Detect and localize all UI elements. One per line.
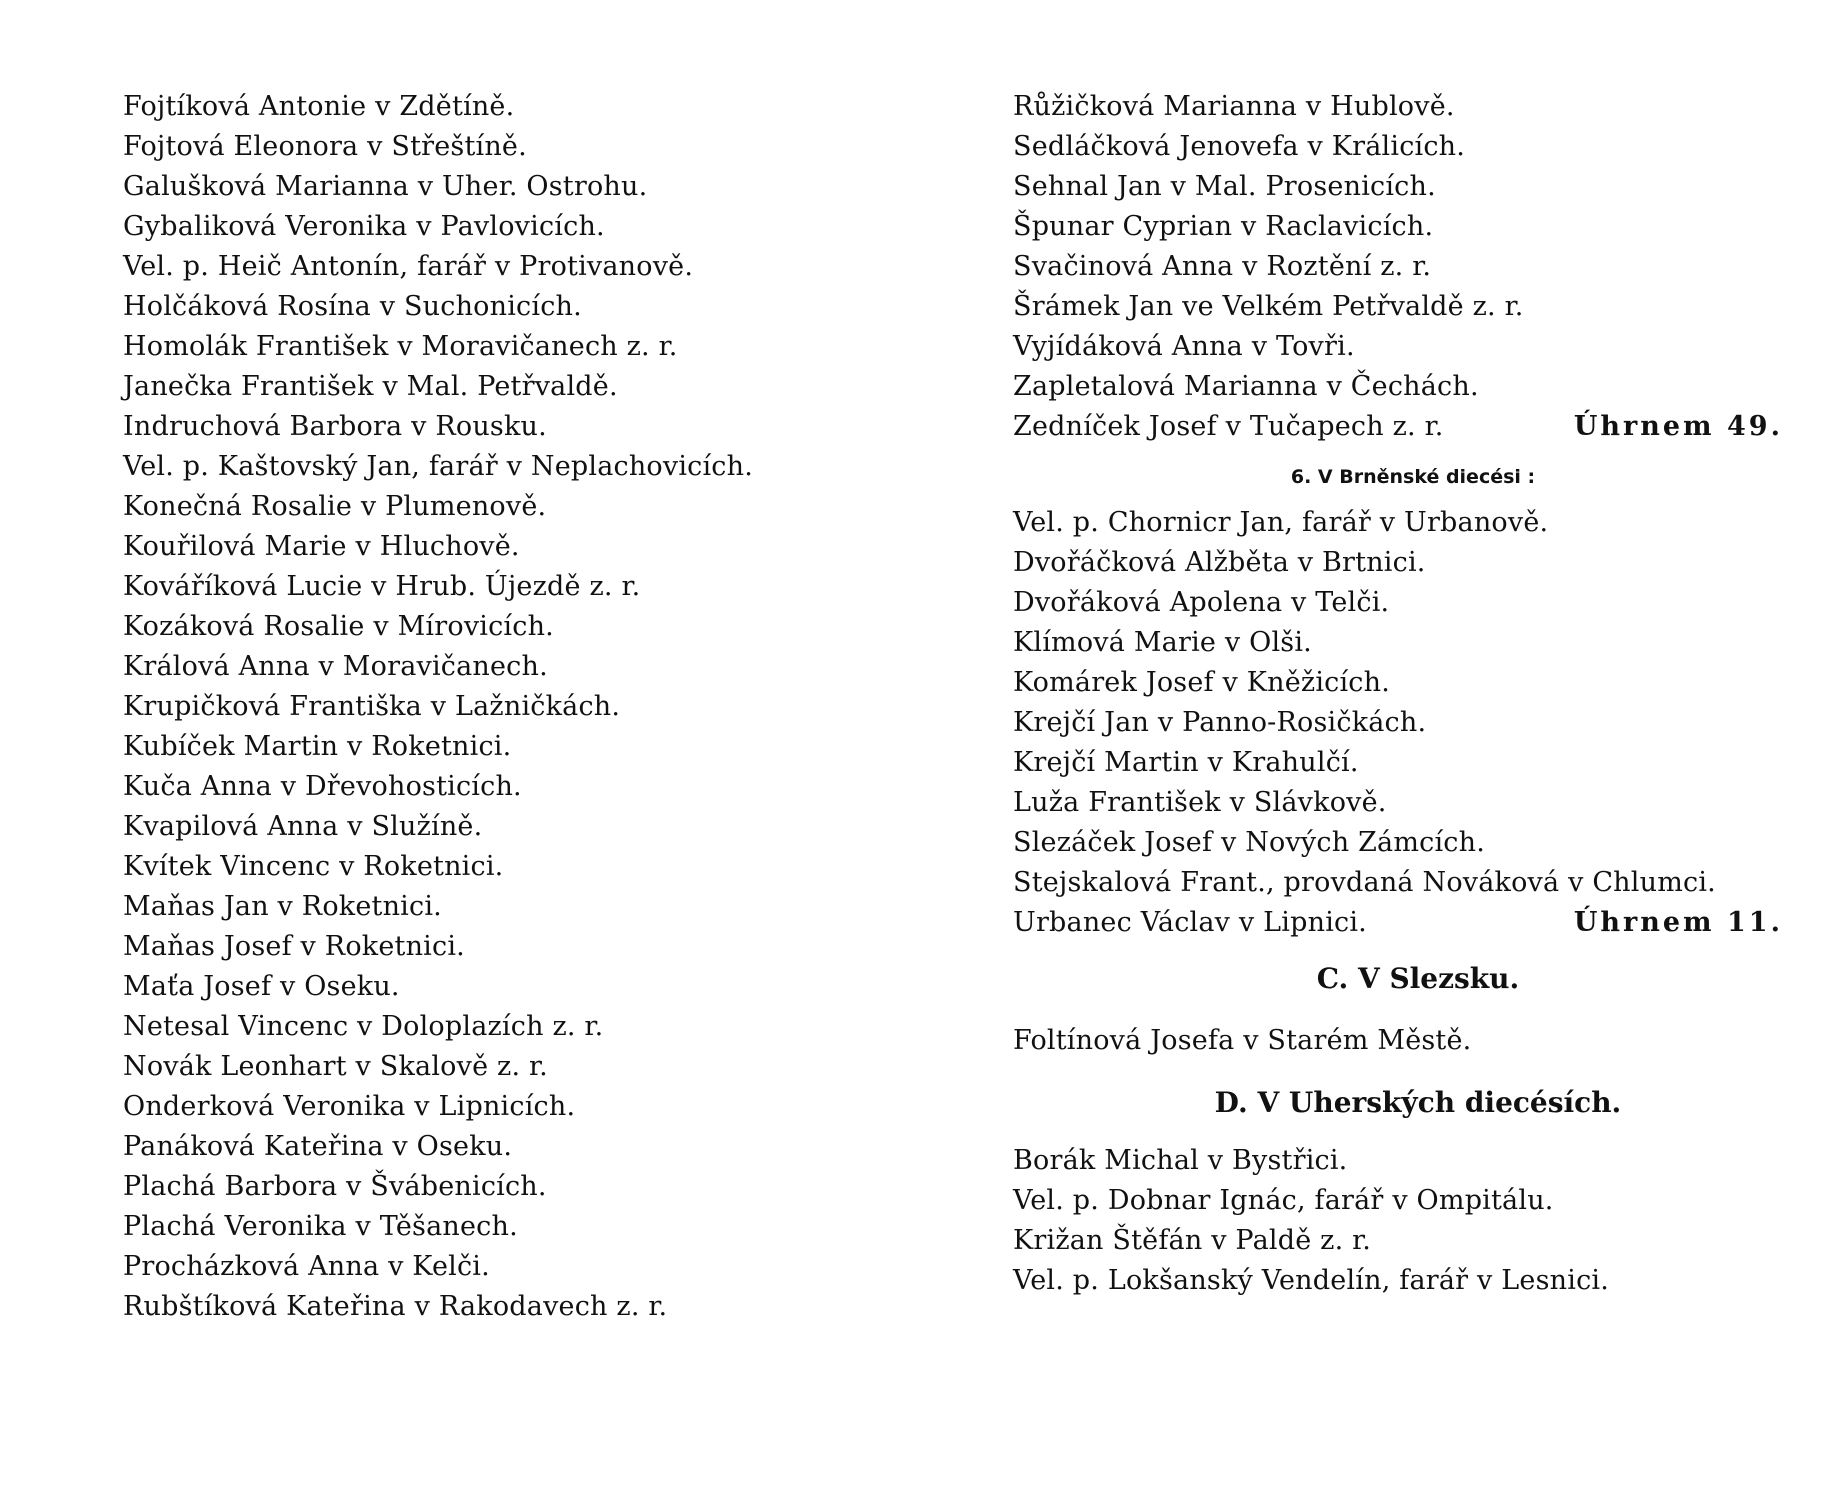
list-item: Dvořáková Apolena v Telči.	[1013, 587, 1390, 618]
list-item: Zapletalová Marianna v Čechách.	[1013, 371, 1479, 402]
list-item: Sedláčková Jenovefa v Králicích.	[1013, 131, 1466, 162]
list-item-text: Zedníček Josef v Tučapech z. r.	[1013, 411, 1444, 442]
total-count: Úhrnem 49.	[1573, 411, 1783, 442]
list-item: Plachá Veronika v Těšanech.	[123, 1211, 518, 1242]
list-item: Vel. p. Heič Antonín, farář v Protivanově.	[123, 251, 694, 282]
list-item: Krejčí Martin v Krahulčí.	[1013, 747, 1359, 778]
list-item: Kubíček Martin v Roketnici.	[123, 731, 512, 762]
list-item: Vel. p. Dobnar Ignác, farář v Ompitálu.	[1013, 1185, 1554, 1216]
section-subheading-brno: 6. V Brněnské diecési :	[1290, 466, 1536, 488]
list-item: Vyjídáková Anna v Tovři.	[1013, 331, 1355, 362]
list-item: Vel. p. Kaštovský Jan, farář v Neplachovicích.	[123, 451, 754, 482]
list-item: Klímová Marie v Olši.	[1013, 627, 1312, 658]
list-item: Maňas Josef v Roketnici.	[123, 931, 465, 962]
list-item: Vel. p. Chornicr Jan, farář v Urbanově.	[1013, 507, 1549, 538]
list-item: Růžičková Marianna v Hublově.	[1013, 91, 1455, 122]
list-item: Janečka František v Mal. Petřvaldě.	[123, 371, 618, 402]
list-item-with-total	[1013, 903, 1783, 943]
list-item: Gybaliková Veronika v Pavlovicích.	[123, 211, 605, 242]
list-item: Svačinová Anna v Roztění z. r.	[1013, 251, 1432, 282]
list-item: Plachá Barbora v Švábenicích.	[123, 1171, 547, 1202]
list-item: Kováříková Lucie v Hrub. Újezdě z. r.	[123, 571, 641, 602]
list-item: Križan Štěfán v Paldě z. r.	[1013, 1225, 1372, 1256]
list-item: Šrámek Jan ve Velkém Petřvaldě z. r.	[1013, 291, 1524, 322]
list-item: Luža František v Slávkově.	[1013, 787, 1387, 818]
list-item: Krupičková Františka v Lažničkách.	[123, 691, 621, 722]
list-item: Kvapilová Anna v Služíně.	[123, 811, 483, 842]
list-item: Fojtová Eleonora v Střeštíně.	[123, 131, 527, 162]
list-item: Konečná Rosalie v Plumenově.	[123, 491, 547, 522]
list-item: Panáková Kateřina v Oseku.	[123, 1131, 513, 1162]
list-item: Kvítek Vincenc v Roketnici.	[123, 851, 504, 882]
list-item: Homolák František v Moravičanech z. r.	[123, 331, 678, 362]
list-item: Onderková Veronika v Lipnicích.	[123, 1091, 576, 1122]
section-heading-silesia: C. V Slezsku.	[1316, 962, 1520, 995]
list-item: Kuča Anna v Dřevohosticích.	[123, 771, 522, 802]
list-item-with-total	[1013, 407, 1783, 447]
list-item: Foltínová Josefa v Starém Městě.	[1013, 1025, 1472, 1056]
left-column	[123, 87, 823, 1327]
list-item: Borák Michal v Bystřici.	[1013, 1145, 1348, 1176]
section-heading-hungary: D. V Uherských diecésích.	[1214, 1086, 1622, 1119]
list-item: Procházková Anna v Kelči.	[123, 1251, 490, 1282]
total-count: Úhrnem 11.	[1573, 907, 1783, 938]
list-item: Maťa Josef v Oseku.	[123, 971, 400, 1002]
list-item: Rubštíková Kateřina v Rakodavech z. r.	[123, 1291, 668, 1322]
list-item: Kozáková Rosalie v Mírovicích.	[123, 611, 554, 642]
list-item: Špunar Cyprian v Raclavicích.	[1013, 211, 1434, 242]
list-item: Krejčí Jan v Panno-Rosičkách.	[1013, 707, 1427, 738]
list-item-text: Urbanec Václav v Lipnici.	[1013, 907, 1367, 938]
list-item: Indruchová Barbora v Rousku.	[123, 411, 547, 442]
list-item: Novák Leonhart v Skalově z. r.	[123, 1051, 548, 1082]
list-item: Stejskalová Frant., provdaná Nováková v Chlumci.	[1013, 867, 1716, 898]
list-item: Králová Anna v Moravičanech.	[123, 651, 548, 682]
list-item: Netesal Vincenc v Doloplazích z. r.	[123, 1011, 604, 1042]
list-item: Holčáková Rosína v Suchonicích.	[123, 291, 582, 322]
list-item: Dvořáčková Alžběta v Brtnici.	[1013, 547, 1426, 578]
list-item: Vel. p. Lokšanský Vendelín, farář v Lesnici.	[1013, 1265, 1610, 1296]
list-item: Komárek Josef v Kněžicích.	[1013, 667, 1391, 698]
list-item: Slezáček Josef v Nových Zámcích.	[1013, 827, 1485, 858]
right-column	[1013, 87, 1783, 1301]
list-item: Sehnal Jan v Mal. Prosenicích.	[1013, 171, 1436, 202]
list-item: Kouřilová Marie v Hluchově.	[123, 531, 520, 562]
list-item: Fojtíková Antonie v Zdětíně.	[123, 91, 515, 122]
list-item: Galušková Marianna v Uher. Ostrohu.	[123, 171, 648, 202]
list-item: Maňas Jan v Roketnici.	[123, 891, 442, 922]
